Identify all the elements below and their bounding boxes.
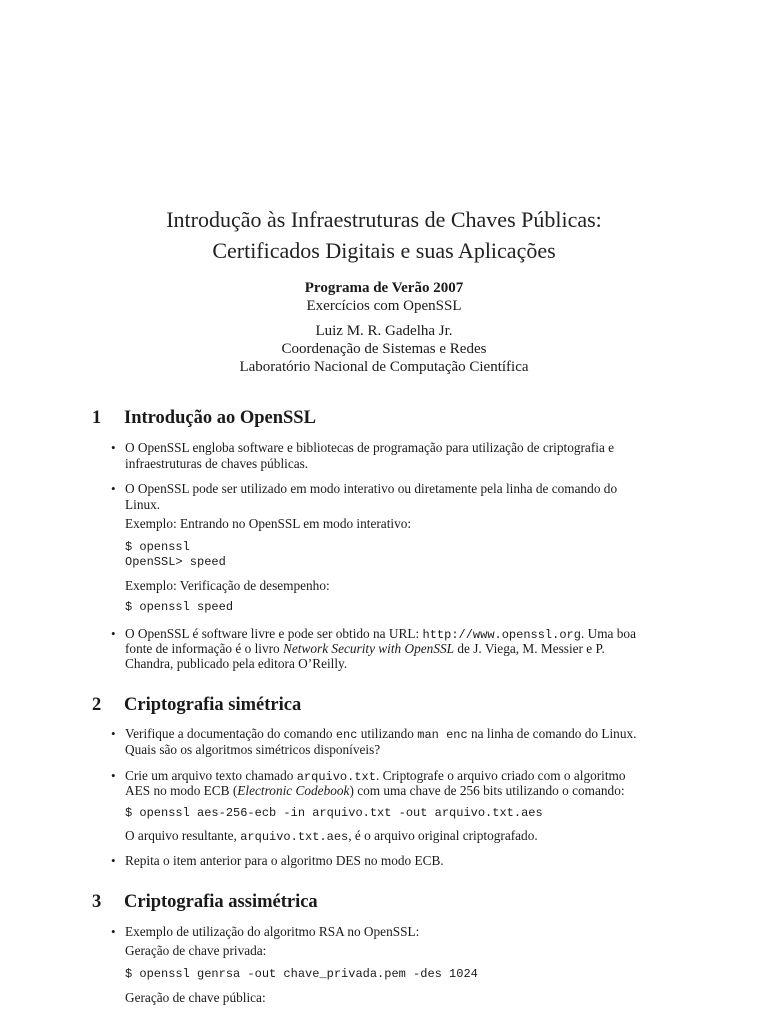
mode-name: Electronic Codebook [237,783,350,798]
section-title: Introdução ao OpenSSL [124,408,316,428]
section-3-heading [92,891,318,913]
section-number: 1 [92,408,102,428]
section-number: 2 [92,695,102,715]
filename: arquivo.txt [296,770,376,784]
bullet-icon: • [111,626,116,641]
list-item: Exemplo de utilização do algoritmo RSA no OpenSSL: [125,924,420,939]
document-title-line-2: Certificados Digitais e suas Aplicações [212,238,556,263]
list-item-continuation: Geração de chave pública: [125,990,266,1005]
example-label: Exemplo: Verificação de desempenho: [125,578,330,593]
list-item: O OpenSSL engloba software e bibliotecas de programação para utilização de criptografia e [125,440,615,455]
code-line: $ openssl [125,540,190,554]
list-item-continuation: Geração de chave privada: [125,943,267,958]
openssl-url: http://www.openssl.org [422,628,581,642]
list-item-continuation: Linux. [125,497,161,512]
document-subtitle: Exercícios com OpenSSL [306,298,462,314]
example-label: Exemplo: Entrando no OpenSSL em modo interativo: [125,516,412,531]
list-item-continuation: Chandra, publicado pela editora O’Reilly. [125,656,348,671]
section-1-heading [92,407,316,429]
bullet-icon: • [111,768,116,783]
code-line: $ openssl aes-256-ecb -in arquivo.txt -out arquivo.txt.aes [125,806,543,820]
bullet-icon: • [111,924,116,939]
author-name: Luiz M. R. Gadelha Jr. [315,323,453,339]
author-department: Coordenação de Sistemas e Redes [281,341,487,357]
list-item: O OpenSSL é software livre e pode ser obtido na URL: http://www.openssl.org. Uma boa [125,626,636,642]
code-line: OpenSSL> speed [125,555,226,569]
section-number: 3 [92,892,102,912]
section-2-heading [92,694,301,716]
list-item-continuation: fonte de informação é o livro Network Security with OpenSSL de J. Viega, M. Messier e P. [125,641,605,656]
book-title: Network Security with OpenSSL [283,641,455,656]
bullet-icon: • [111,440,116,455]
program-name: Programa de Verão 2007 [304,280,464,296]
section-title: Criptografia simétrica [124,695,302,715]
code-line: $ openssl speed [125,600,234,614]
bullet-icon: • [111,853,116,868]
code-line: $ openssl genrsa -out chave_privada.pem -des 1024 [125,967,478,981]
list-item: Verifique a documentação do comando enc utilizando man enc na linha de comando do Linux. [125,726,637,742]
list-item: O OpenSSL pode ser utilizado em modo interativo ou diretamente pela linha de comando do [125,481,618,496]
list-item-continuation: Quais são os algoritmos simétricos disponíveis? [125,742,381,757]
command-enc: enc [335,728,358,742]
list-item-continuation: AES no modo ECB (Electronic Codebook) com uma chave de 256 bits utilizando o comando: [125,783,625,798]
bullet-icon: • [111,481,116,496]
list-item: Crie um arquivo texto chamado arquivo.txt. Criptografe o arquivo criado com o algoritmo [125,768,626,784]
section-title: Criptografia assimétrica [124,892,318,912]
list-item: Repita o item anterior para o algoritmo DES no modo ECB. [125,853,444,868]
filename: arquivo.txt.aes [240,830,349,844]
result-text: O arquivo resultante, arquivo.txt.aes, é o arquivo original criptografado. [125,828,538,844]
command-man-enc: man enc [417,728,468,742]
bullet-icon: • [111,726,116,741]
author-institution: Laboratório Nacional de Computação Científica [239,359,529,375]
list-item-continuation: infraestruturas de chaves públicas. [125,456,309,471]
document-title-line-1: Introdução às Infraestruturas de Chaves Públicas: [166,207,602,232]
